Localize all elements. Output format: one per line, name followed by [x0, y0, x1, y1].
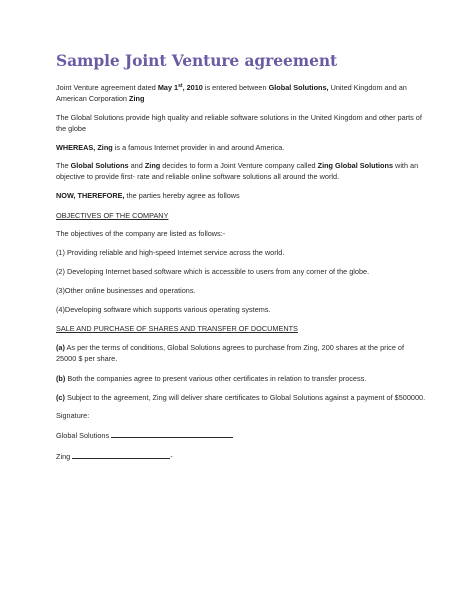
- party-zing: Zing: [144, 161, 161, 170]
- signature-line-zing: [56, 451, 426, 462]
- decides-text: The: [56, 161, 71, 170]
- party-global-solutions: Global Solutions: [70, 161, 129, 170]
- signature-line-global: [56, 430, 426, 441]
- clause-label: (b): [56, 374, 66, 383]
- clause-label: (a): [56, 343, 65, 352]
- clause-text: Both the companies agree to present various other certificates in relation to transfer process.: [65, 374, 367, 383]
- clause-c: [56, 392, 426, 403]
- clause-text: Subject to the agreement, Zing will deliver share certificates to Global Solutions against a payment of $500000.: [64, 393, 426, 402]
- decides-paragraph: [56, 160, 426, 182]
- agreement-date: May 1: [157, 83, 179, 92]
- global-solutions-paragraph: The Global Solutions provide high quality and reliable software solutions in the United Kingdom and other parts of the globe: [56, 113, 422, 133]
- document-title: Sample Joint Venture agreement: [56, 51, 338, 70]
- party-zing: Zing: [129, 94, 145, 103]
- signatory-global-solutions: Global Solutions: [56, 431, 112, 440]
- signature-label: Signature:: [56, 411, 90, 420]
- party-global-solutions: Global Solutions,: [268, 83, 329, 92]
- agreement-year: , 2010: [182, 83, 203, 92]
- whereas-paragraph: [56, 142, 426, 153]
- clause-label: (c): [56, 393, 65, 402]
- intro-text: is entered between: [202, 83, 269, 92]
- objective-item: (4)Developing software which supports various operating systems.: [56, 305, 271, 314]
- decides-text: and: [128, 161, 145, 170]
- sale-heading: SALE AND PURCHASE OF SHARES AND TRANSFER OF DOCUMENTS: [56, 324, 298, 333]
- objectives-heading: OBJECTIVES OF THE COMPANY: [56, 211, 169, 220]
- whereas-label: WHEREAS, Zing: [56, 143, 113, 152]
- clause-text: As per the terms of conditions, Global Solutions agrees to purchase from Zing, 200 shares at the price of 25000 $ per share.: [56, 343, 405, 363]
- clause-b: [56, 373, 426, 384]
- therefore-text: the parties hereby agree as follows: [124, 191, 240, 200]
- intro-text: United Kingdom and an American Corporation: [56, 83, 407, 103]
- therefore-paragraph: [56, 190, 426, 201]
- signature-blank: [72, 451, 173, 461]
- signature-tail: -: [170, 452, 173, 461]
- objective-item: (3)Other online businesses and operations.: [56, 286, 196, 295]
- signatory-zing: Zing: [56, 452, 73, 461]
- therefore-label: NOW, THEREFORE,: [56, 191, 125, 200]
- intro-paragraph: [56, 82, 426, 104]
- objectives-intro: The objectives of the company are listed as follows:-: [56, 229, 226, 238]
- intro-text: Joint Venture agreement dated: [56, 83, 158, 92]
- date-suffix: st: [178, 83, 183, 89]
- objective-item: (2) Developing Internet based software which is accessible to users from any corner of the globe.: [56, 267, 370, 276]
- joint-venture-name: Zing Global Solutions: [317, 161, 394, 170]
- whereas-text: is a famous Internet provider in and around America.: [112, 143, 285, 152]
- objective-item: (1) Providing reliable and high-speed Internet service across the world.: [56, 248, 285, 257]
- decides-text: with an objective to provide first- rate and reliable online software solutions all around the world.: [56, 161, 419, 181]
- decides-text: decides to form a Joint Venture company called: [160, 161, 318, 170]
- clause-a: [56, 342, 426, 364]
- signature-blank: [111, 430, 233, 438]
